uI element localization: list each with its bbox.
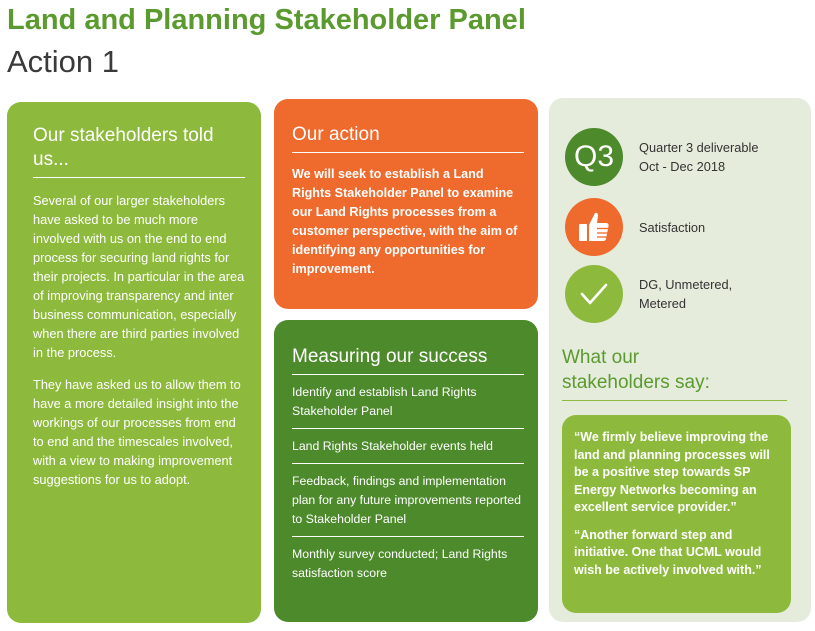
page-subtitle: Action 1 bbox=[7, 44, 120, 79]
measure-heading: Measuring our success bbox=[292, 346, 488, 367]
measure-card bbox=[274, 320, 538, 622]
divider bbox=[33, 177, 245, 178]
summary-card bbox=[549, 98, 811, 622]
satisfaction-label: Satisfaction bbox=[639, 219, 706, 235]
categories-line: DG, Unmetered, bbox=[639, 277, 733, 292]
categories-row bbox=[565, 265, 732, 323]
action-heading: Our action bbox=[292, 124, 380, 145]
stakeholders-paragraph: They have asked us to allow them to have a more detailed insight into the workings of our processes from end to end and the timescales involved, with a view to making improvement suggestions for us to adopt. bbox=[33, 377, 241, 487]
categories-line: Metered bbox=[639, 296, 686, 311]
stakeholders-card bbox=[7, 102, 261, 623]
stakeholder-quote: “Another forward step and initiative. One that UCML would wish be actively involved with.” bbox=[574, 527, 762, 577]
measure-item: Identify and establish Land Rights Stakeholder Panel bbox=[292, 375, 524, 429]
action-text: We will seek to establish a Land Rights Stakeholder Panel to examine our Land Rights processes from a customer perspective, with the aim of identifying any opportunities for improvement. bbox=[292, 167, 518, 276]
divider bbox=[562, 400, 787, 401]
page-title: Land and Planning Stakeholder Panel bbox=[7, 4, 526, 36]
stakeholders-say-heading: What our stakeholders say: bbox=[562, 347, 710, 393]
measure-item: Feedback, findings and implementation plan for any future improvements reported to Stakeholder Panel bbox=[292, 464, 524, 537]
deliverable-label: Quarter 3 deliverable bbox=[639, 140, 759, 155]
quotes-box bbox=[562, 415, 791, 613]
stakeholders-heading: Our stakeholders told us... bbox=[33, 125, 214, 170]
action-card bbox=[274, 99, 538, 309]
measure-item: Land Rights Stakeholder events held bbox=[292, 429, 524, 464]
stakeholder-quote: “We firmly believe improving the land and planning processes will be a positive step towards SP Energy Networks becoming an excellent service provider.” bbox=[574, 430, 770, 514]
divider bbox=[292, 152, 524, 153]
measure-item: Monthly survey conducted; Land Rights satisfaction score bbox=[292, 547, 508, 580]
checkmark-icon bbox=[565, 265, 623, 323]
stakeholders-paragraph: Several of our larger stakeholders have asked to be much more involved with us on the end to end process for securing land rights for their projects. In particular in the area of improving transparency and inter business communication, especially when there are third parties involved in the process. bbox=[33, 193, 245, 360]
deliverable-dates: Oct - Dec 2018 bbox=[639, 159, 726, 174]
thumbs-up-icon bbox=[565, 198, 623, 256]
measure-list bbox=[292, 375, 524, 590]
q3-badge: Q3 bbox=[565, 128, 623, 186]
deliverable-row bbox=[565, 128, 759, 186]
satisfaction-row bbox=[565, 198, 705, 256]
